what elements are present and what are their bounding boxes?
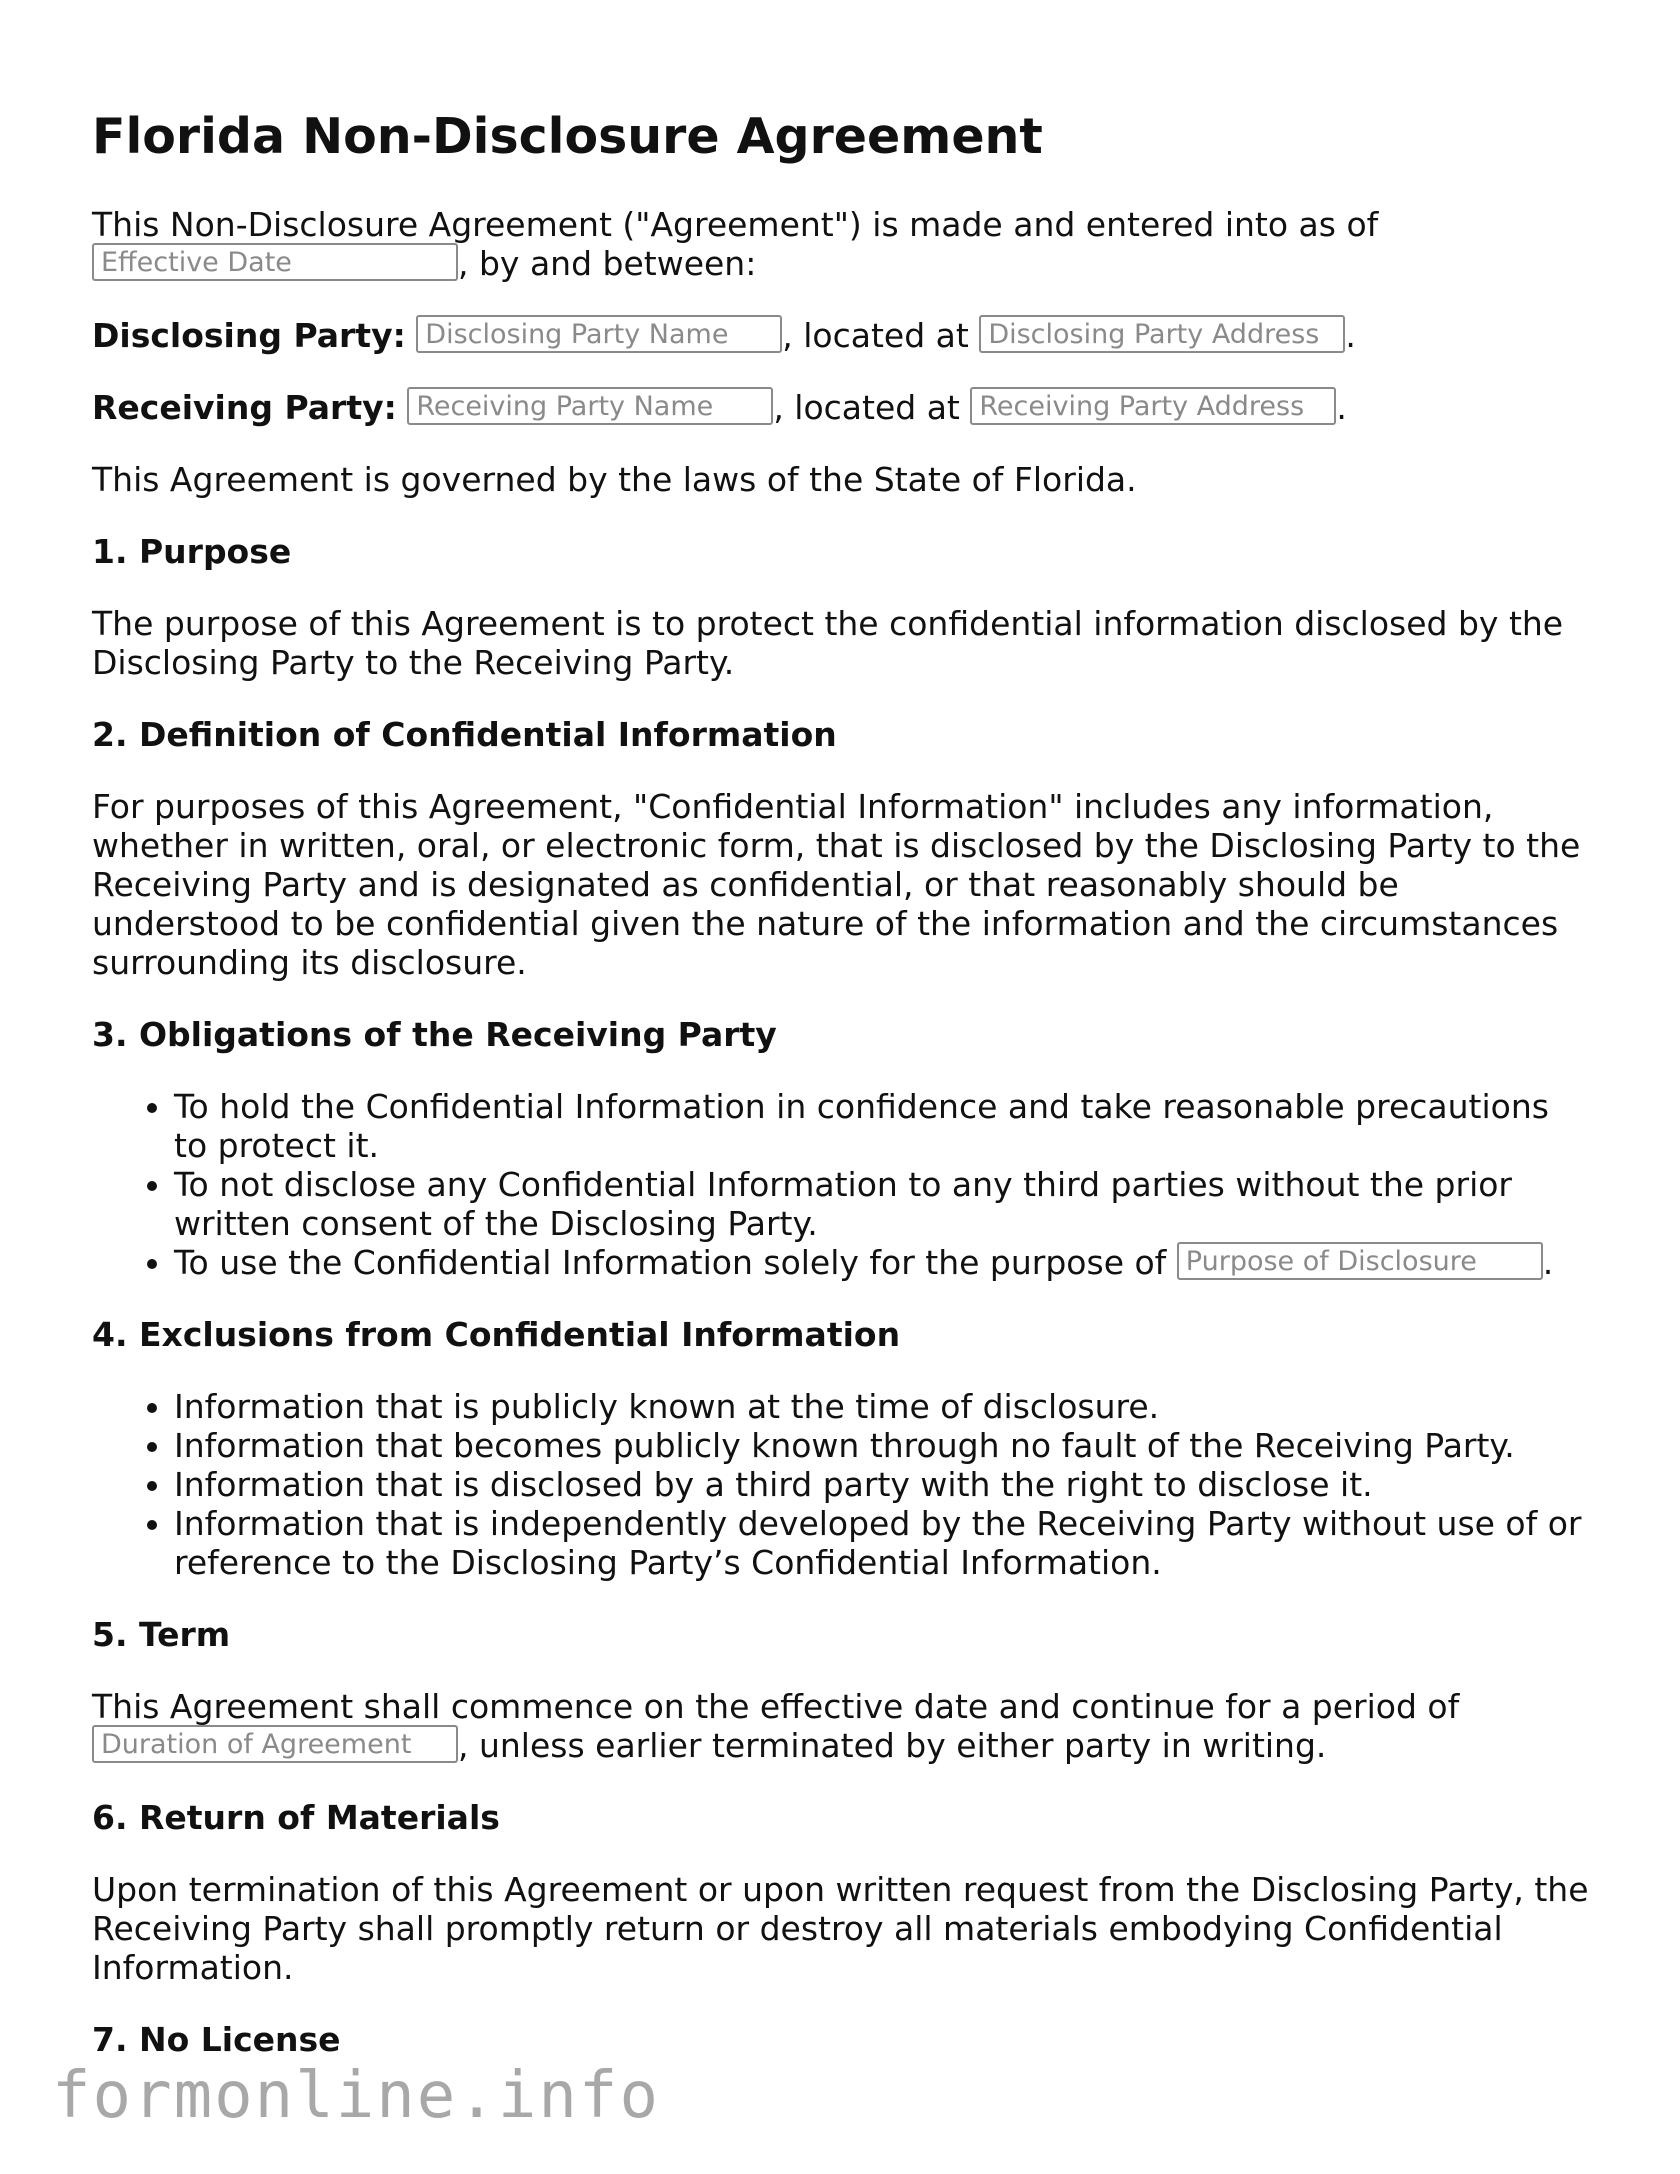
section-3-heading: 3. Obligations of the Receiving Party [92,1014,777,1054]
list-item: • Information that becomes publicly known through no fault of the Receiving Party. [174,1426,1592,1465]
intro-after-text: , by and between: [458,243,757,283]
section-6-text: Upon termination of this Agreement or upon written request from the Disclosing Party, the Receiving Party shall promptly return or destroy all materials embodying Confidential Information. [92,1869,1589,1987]
receiving-located-text: , located at [773,387,960,427]
duration-of-agreement-field[interactable] [92,1725,458,1763]
section-5-heading: 5. Term [92,1614,231,1654]
disclosing-party-line [92,316,1592,355]
receiving-party-label: Receiving Party: [92,387,397,427]
receiving-party-address-field[interactable] [970,387,1336,425]
purpose-of-disclosure-field[interactable] [1177,1242,1543,1280]
list-item: • To hold the Confidential Information in confidence and take reasonable precautions to protect it. [174,1087,1592,1165]
list-item: • To not disclose any Confidential Information to any third parties without the prior written consent of the Disclosing Party. [174,1165,1592,1243]
disclosing-party-name-field[interactable] [416,315,782,353]
exclusions-list [92,1387,1592,1582]
document-page [92,108,1592,2092]
list-item: • Information that is independently developed by the Receiving Party without use of or reference to the Disclosing Party’s Confidential Information. [174,1504,1592,1582]
disclosing-party-label: Disclosing Party: [92,315,406,355]
disclosing-party-address-field[interactable] [979,315,1345,353]
section-2-heading: 2. Definition of Confidential Information [92,714,837,754]
governing-law-text: This Agreement is governed by the laws of the State of Florida. [92,459,1137,499]
purpose-item-end: . [1542,1242,1554,1282]
purpose-item-text: To use the Confidential Information solely for the purpose of [174,1242,1167,1282]
disclosing-located-text: , located at [782,315,969,355]
receiving-party-line [92,388,1592,427]
effective-date-field[interactable] [92,243,458,281]
intro-paragraph [92,205,1592,283]
term-text: This Agreement shall commence on the effective date and continue for a period of [92,1686,1460,1726]
receiving-party-name-field[interactable] [407,387,773,425]
obligations-list [92,1087,1592,1282]
section-1-text: The purpose of this Agreement is to protect the confidential information disclosed by the Disclosing Party to the Receiving Party. [92,603,1564,682]
section-5-text [92,1687,1592,1765]
watermark: formonline.info [52,2059,660,2133]
list-item: • Information that is publicly known at the time of disclosure. [174,1387,1592,1426]
disclosing-end-text: . [1345,315,1356,355]
list-item: • Information that is disclosed by a third party with the right to disclose it. [174,1465,1592,1504]
section-1-heading: 1. Purpose [92,531,292,571]
list-item [174,1243,1592,1282]
term-after-text: , unless earlier terminated by either party in writing. [458,1725,1327,1765]
section-4-heading: 4. Exclusions from Confidential Information [92,1314,901,1354]
section-6-heading: 6. Return of Materials [92,1797,500,1837]
section-7-heading: 7. No License [92,2019,341,2059]
page-title: Florida Non-Disclosure Agreement [92,108,1043,165]
intro-text: This Non-Disclosure Agreement ("Agreement") is made and entered into as of [92,204,1379,244]
receiving-end-text: . [1336,387,1347,427]
section-2-text: For purposes of this Agreement, "Confidential Information" includes any information, whether in written, oral, or electronic form, that is disclosed by the Disclosing Party to the Receiving Party and is designated as confidential, or that reasonably should be understood to be confidential given the nature of the information and the circumstances surrounding its disclosure. [92,786,1581,982]
